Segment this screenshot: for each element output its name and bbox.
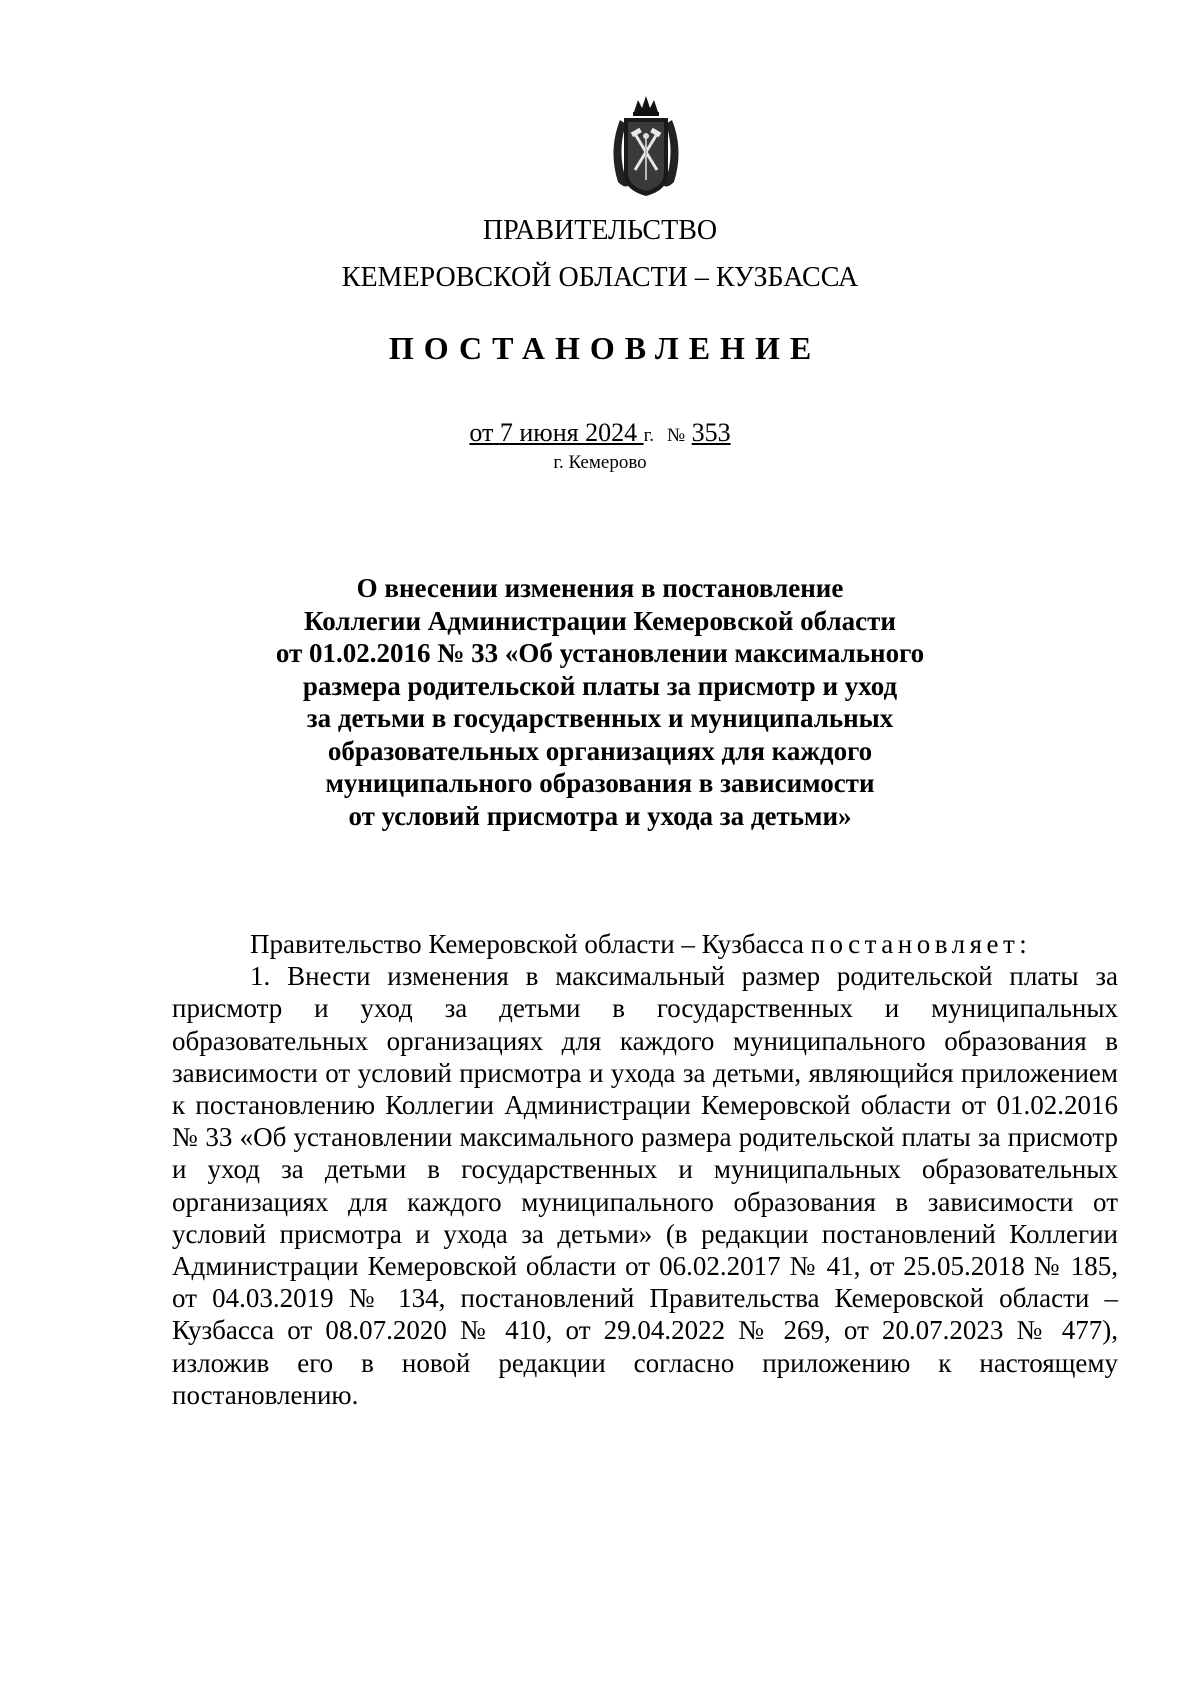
preamble-verb: постановляет: [810,929,1032,959]
date-prefix: от [469,418,494,447]
title-line: О внесении изменения в постановление [356,573,844,603]
document-number: 353 [691,418,731,447]
preamble-text: Правительство Кемеровской области – Кузбасса [250,929,804,959]
title-line: Коллегии Администрации Кемеровской области [304,605,896,636]
title-line: размера родительской платы за присмотр и уход [302,670,898,701]
title-line: за детьми в государственных и муниципальных [306,703,894,733]
document-date: 7 июня 2024 [499,418,638,447]
title-line: от 01.02.2016 № 33 «Об установлении максимального [275,638,925,668]
document-type: ПОСТАНОВЛЕНИЕ [388,330,822,366]
document-title [0,572,1200,832]
document-body [172,928,1118,1411]
title-line: от условий присмотра и ухода за детьми» [348,800,852,831]
city: г. Кемерово [553,452,647,473]
year-suffix: г. [643,425,654,446]
number-sign: № [667,425,686,446]
title-line: образовательных организациях для каждого [327,735,873,766]
coat-of-arms-icon [606,90,686,200]
organization-name-line-1: ПРАВИТЕЛЬСТВО [482,215,718,246]
paragraph-1: 1. Внести изменения в максимальный размер родительской платы за присмотр и уход за детьми в государственных и муниципальных образовательных организациях для каждого муниципального образования в зависимости от условий присмотра и ухода за детьми, являющийся приложением к постановлению Коллегии Администрации Кемеровской области от 01.02.2016 № 33 «Об установлении максимального размера родительской платы за присмотр и уход за детьми в государственных и муниципальных образовательных организациях для каждого муниципального образования в зависимости от условий присмотра и ухода за детьми» (в редакции постановлений Коллегии Администрации Кемеровской области от 06.02.2017 № 41, от 25.05.2018 № 185, от 04.03.2019 № 134, постановлений Правительства Кемеровской области – Кузбасса от 08.07.2020 № 410, от 29.04.2022 № 269, от 20.07.2023 № 477), изложив его в новой редакции согласно приложению к настоящему постановлению. [172,961,1118,1410]
date-number-line [0,417,1200,452]
title-line: муниципального образования в зависимости [325,768,875,798]
organization-name-line-2: КЕМЕРОВСКОЙ ОБЛАСТИ – КУЗБАССА [341,262,859,293]
preamble-paragraph [172,928,1118,960]
